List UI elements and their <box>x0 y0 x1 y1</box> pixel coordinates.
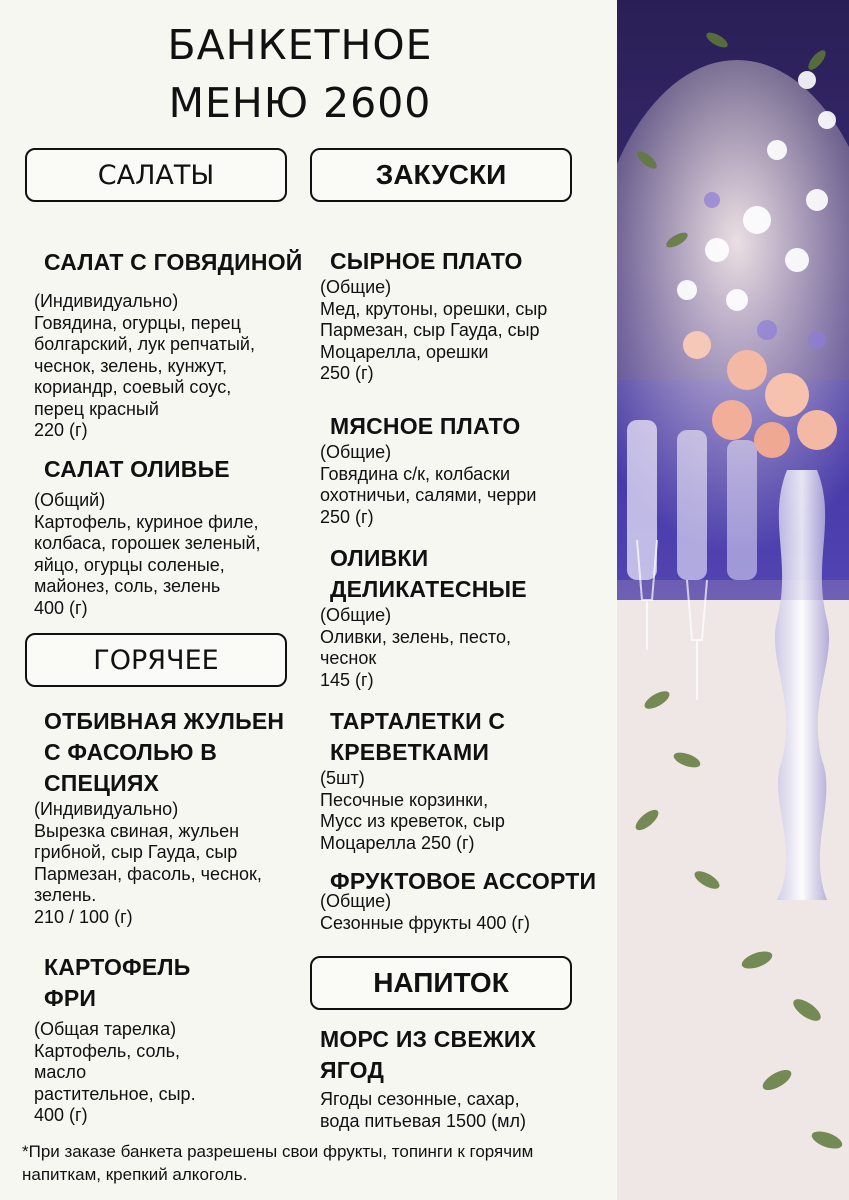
item-name: МОРС ИЗ СВЕЖИХ ЯГОД <box>320 1026 537 1083</box>
item-name: САЛАТ С ГОВЯДИНОЙ <box>44 249 303 275</box>
item-description: Сезонные фрукты 400 (г) <box>320 912 530 933</box>
item-weight: 250 (г) <box>320 506 374 527</box>
item-note: (Общая тарелка) <box>34 1019 177 1039</box>
banquet-flowers-photo <box>617 0 849 1200</box>
item-name: МЯСНОЕ ПЛАТО <box>330 413 521 439</box>
item-weight: 220 (г) <box>34 420 88 440</box>
flower-vase-illustration <box>617 0 849 1200</box>
item-description: Оливки, зелень, песто, чеснок <box>320 626 511 668</box>
item-name: ФРУКТОВОЕ АССОРТИ <box>330 868 597 894</box>
item-name: ТАРТАЛЕТКИ С КРЕВЕТКАМИ <box>330 708 506 765</box>
section-hot: ГОРЯЧЕЕ <box>25 633 287 687</box>
item-weight: 400 (г) <box>34 1105 88 1125</box>
section-drink: НАПИТОК <box>310 956 572 1010</box>
menu-item <box>320 866 610 934</box>
item-weight: 250 (г) <box>320 363 374 383</box>
menu-item <box>320 543 540 691</box>
item-weight: 210 / 100 (г) <box>34 906 133 927</box>
item-note: (Общие) <box>320 605 392 625</box>
item-note: (Индивидуально) <box>34 291 179 311</box>
item-name: СЫРНОЕ ПЛАТО <box>330 248 523 274</box>
item-note: (Общие) <box>320 277 392 297</box>
menu-item <box>320 246 610 385</box>
item-description: Картофель, соль, масло растительное, сыр. <box>34 1040 196 1104</box>
menu-title-line1: БАНКЕТНОЕ <box>167 21 433 69</box>
section-appetizers: ЗАКУСКИ <box>310 148 572 202</box>
item-description: Вырезка свиная, жульен грибной, сыр Гауда, сыр Пармезан, фасоль, чеснок, зелень. <box>34 820 262 905</box>
item-description: Ягоды сезонные, сахар, вода питьевая 1500 (мл) <box>320 1089 526 1131</box>
item-weight: 145 (г) <box>320 669 374 690</box>
footnote: *При заказе банкета разрешены свои фрукты, топинги к горячим напиткам, крепкий алкоголь. <box>22 1142 534 1184</box>
menu-item <box>320 706 540 854</box>
item-name: ОТБИВНАЯ ЖУЛЬЕН С ФАСОЛЬЮ В СПЕЦИЯХ <box>44 708 285 796</box>
menu-item <box>34 454 309 619</box>
item-note: (Общий) <box>34 490 106 510</box>
item-name: САЛАТ ОЛИВЬЕ <box>44 456 230 482</box>
item-name: КАРТОФЕЛЬ ФРИ <box>44 954 191 1011</box>
item-note: (Индивидуально) <box>34 799 179 819</box>
menu-item <box>320 411 610 528</box>
item-description: Говядина, огурцы, перец болгарский, лук репчатый, чеснок, зелень, кунжут, кориандр, соевый соус, перец красный <box>34 312 255 419</box>
section-salads: САЛАТЫ <box>25 148 287 202</box>
menu-item <box>34 952 234 1127</box>
menu-title-line2: МЕНЮ 2600 <box>168 79 432 127</box>
menu-item <box>34 706 304 928</box>
item-note: (Общие) <box>320 442 392 462</box>
item-note: (Общие) <box>320 891 392 911</box>
item-description: Песочные корзинки, Мусс из креветок, сыр Моцарелла 250 (г) <box>320 789 505 853</box>
item-description: Мед, крутоны, орешки, сыр Пармезан, сыр Гауда, сыр Моцарелла, орешки <box>320 298 548 362</box>
menu-item <box>320 1024 570 1132</box>
item-name: ОЛИВКИ ДЕЛИКАТЕСНЫЕ <box>330 545 527 602</box>
item-description: Картофель, куриное филе, колбаса, горошек зеленый, яйцо, огурцы соленые, майонез, соль, зелень <box>34 511 261 596</box>
menu-item <box>34 247 309 442</box>
item-note: (5шт) <box>320 768 365 788</box>
item-weight: 400 (г) <box>34 597 88 618</box>
item-description: Говядина с/к, колбаски охотничьи, салями, черри <box>320 463 537 505</box>
